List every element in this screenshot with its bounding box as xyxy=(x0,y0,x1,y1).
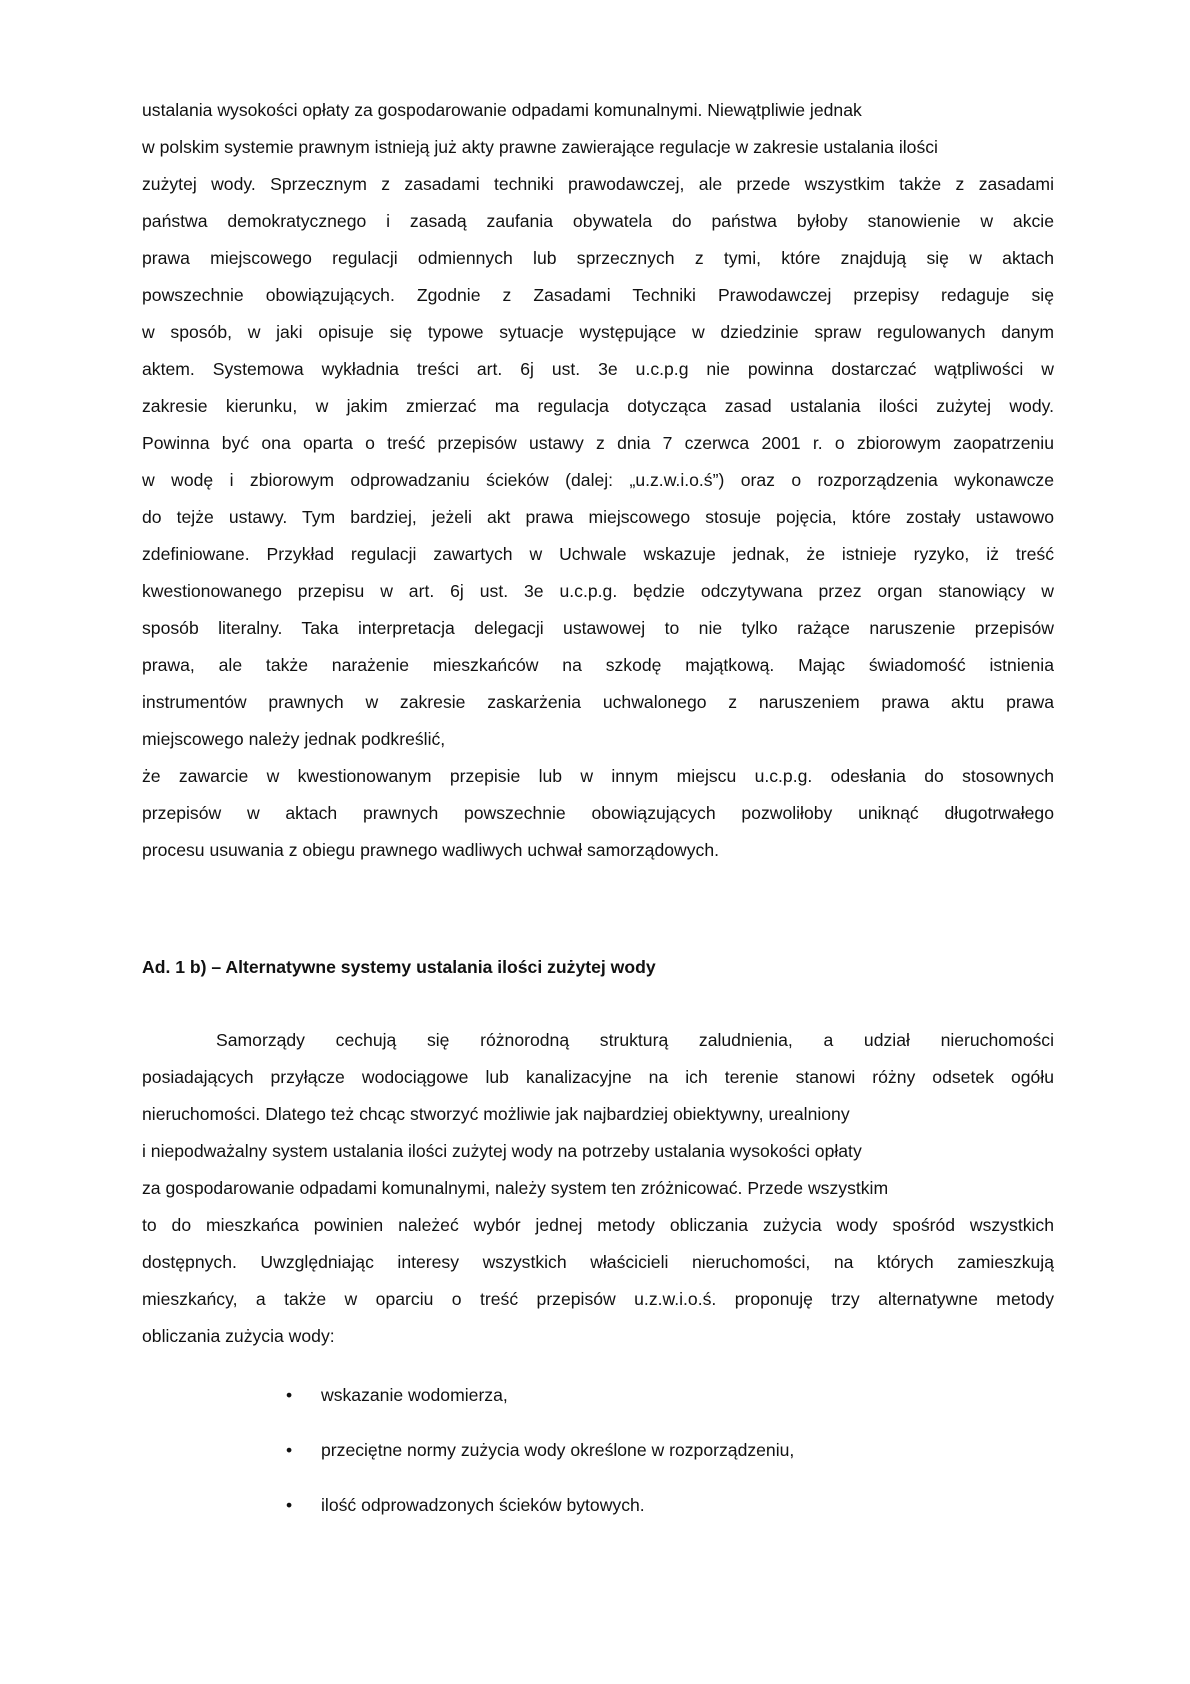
document-page xyxy=(142,92,1054,1542)
text-line: w polskim systemie prawnym istnieją już akty prawne zawierające regulacje w zakresie ustalania ilości xyxy=(142,137,938,157)
text-line: to do mieszkańca powinien należeć wybór jednej metody obliczania zużycia wody spośród wszystkich xyxy=(142,1215,1054,1235)
text-line: przepisów w aktach prawnych powszechnie obowiązujących pozwoliłoby uniknąć długotrwałego xyxy=(142,803,1054,823)
text-line: zdefiniowane. Przykład regulacji zawartych w Uchwale wskazuje jednak, że istnieje ryzyko, iż treść xyxy=(142,544,1054,564)
list-item-text: przeciętne normy zużycia wody określone w rozporządzeniu, xyxy=(321,1440,795,1460)
text-line: i niepodważalny system ustalania ilości zużytej wody na potrzeby ustalania wysokości opłaty xyxy=(142,1141,862,1161)
text-line: zużytej wody. Sprzecznym z zasadami techniki prawodawczej, ale przede wszystkim także z zasadami xyxy=(142,174,1054,194)
text-line: zakresie kierunku, w jakim zmierzać ma regulacja dotycząca zasad ustalania ilości zużytej wody. xyxy=(142,396,1054,416)
text-line: do tejże ustawy. Tym bardziej, jeżeli akt prawa miejscowego stosuje pojęcia, które zostały ustawowo xyxy=(142,507,1054,527)
text-line: procesu usuwania z obiegu prawnego wadliwych uchwał samorządowych. xyxy=(142,840,719,860)
text-line: posiadających przyłącze wodociągowe lub kanalizacyjne na ich terenie stanowi różny odsetek ogółu xyxy=(142,1067,1054,1087)
text-line: instrumentów prawnych w zakresie zaskarżenia uchwalonego z naruszeniem prawa aktu prawa xyxy=(142,692,1054,712)
text-line: w wodę i zbiorowym odprowadzaniu ścieków (dalej: „u.z.w.i.o.ś”) oraz o rozporządzenia wykonawcze xyxy=(142,470,1054,490)
text-line: dostępnych. Uwzględniając interesy wszystkich właścicieli nieruchomości, na których zamieszkują xyxy=(142,1252,1054,1272)
bullet-icon: • xyxy=(286,1385,293,1405)
text-line: że zawarcie w kwestionowanym przepisie lub w innym miejscu u.c.p.g. odesłania do stosownych xyxy=(142,766,1054,786)
text-line: miejscowego należy jednak podkreślić, xyxy=(142,729,446,749)
text-line: prawa, ale także narażenie mieszkańców na szkodę majątkową. Mając świadomość istnienia xyxy=(142,655,1054,675)
text-line: Samorządy cechują się różnorodną strukturą zaludnienia, a udział nieruchomości xyxy=(216,1030,1054,1050)
text-line: ustalania wysokości opłaty za gospodarowanie odpadami komunalnymi. Niewątpliwie jednak xyxy=(142,100,862,120)
list-item xyxy=(142,1487,1054,1524)
text-line: państwa demokratycznego i zasadą zaufania obywatela do państwa byłoby stanowienie w akcie xyxy=(142,211,1054,231)
paragraph-2 xyxy=(142,1022,1054,1355)
text-line: obliczania zużycia wody: xyxy=(142,1326,335,1346)
list-item-text: ilość odprowadzonych ścieków bytowych. xyxy=(321,1495,645,1515)
list-item xyxy=(142,1432,1054,1469)
heading-spacer xyxy=(142,986,1054,1022)
text-line: kwestionowanego przepisu w art. 6j ust. 3e u.c.p.g. będzie odczytywana przez organ stanowiący w xyxy=(142,581,1054,601)
list-item-text: wskazanie wodomierza, xyxy=(321,1385,508,1405)
text-line: za gospodarowanie odpadami komunalnymi, należy system ten zróżnicować. Przede wszystkim xyxy=(142,1178,889,1198)
list-spacer xyxy=(142,1355,1054,1377)
paragraph-1 xyxy=(142,92,1054,869)
text-line: sposób literalny. Taka interpretacja delegacji ustawowej to nie tylko rażące naruszenie przepisów xyxy=(142,618,1054,638)
text-line: nieruchomości. Dlatego też chcąc stworzyć możliwie jak najbardziej obiektywny, urealniony xyxy=(142,1104,850,1124)
bullet-icon: • xyxy=(286,1495,293,1515)
section-spacer xyxy=(142,869,1054,949)
text-line: mieszkańcy, a także w oparciu o treść przepisów u.z.w.i.o.ś. proponuję trzy alternatywne metody xyxy=(142,1289,1054,1309)
bullet-list xyxy=(142,1377,1054,1524)
text-line: prawa miejscowego regulacji odmiennych lub sprzecznych z tymi, które znajdują się w aktach xyxy=(142,248,1054,268)
text-line: aktem. Systemowa wykładnia treści art. 6j ust. 3e u.c.p.g nie powinna dostarczać wątpliwości w xyxy=(142,359,1054,379)
text-line: powszechnie obowiązujących. Zgodnie z Zasadami Techniki Prawodawczej przepisy redaguje się xyxy=(142,285,1054,305)
section-heading: Ad. 1 b) – Alternatywne systemy ustalania ilości zużytej wody xyxy=(142,957,656,977)
text-line: Powinna być ona oparta o treść przepisów ustawy z dnia 7 czerwca 2001 r. o zbiorowym zaopatrzeniu xyxy=(142,433,1054,453)
text-line: w sposób, w jaki opisuje się typowe sytuacje występujące w dziedzinie spraw regulowanych danym xyxy=(142,322,1054,342)
list-item xyxy=(142,1377,1054,1414)
bullet-icon: • xyxy=(286,1440,293,1460)
